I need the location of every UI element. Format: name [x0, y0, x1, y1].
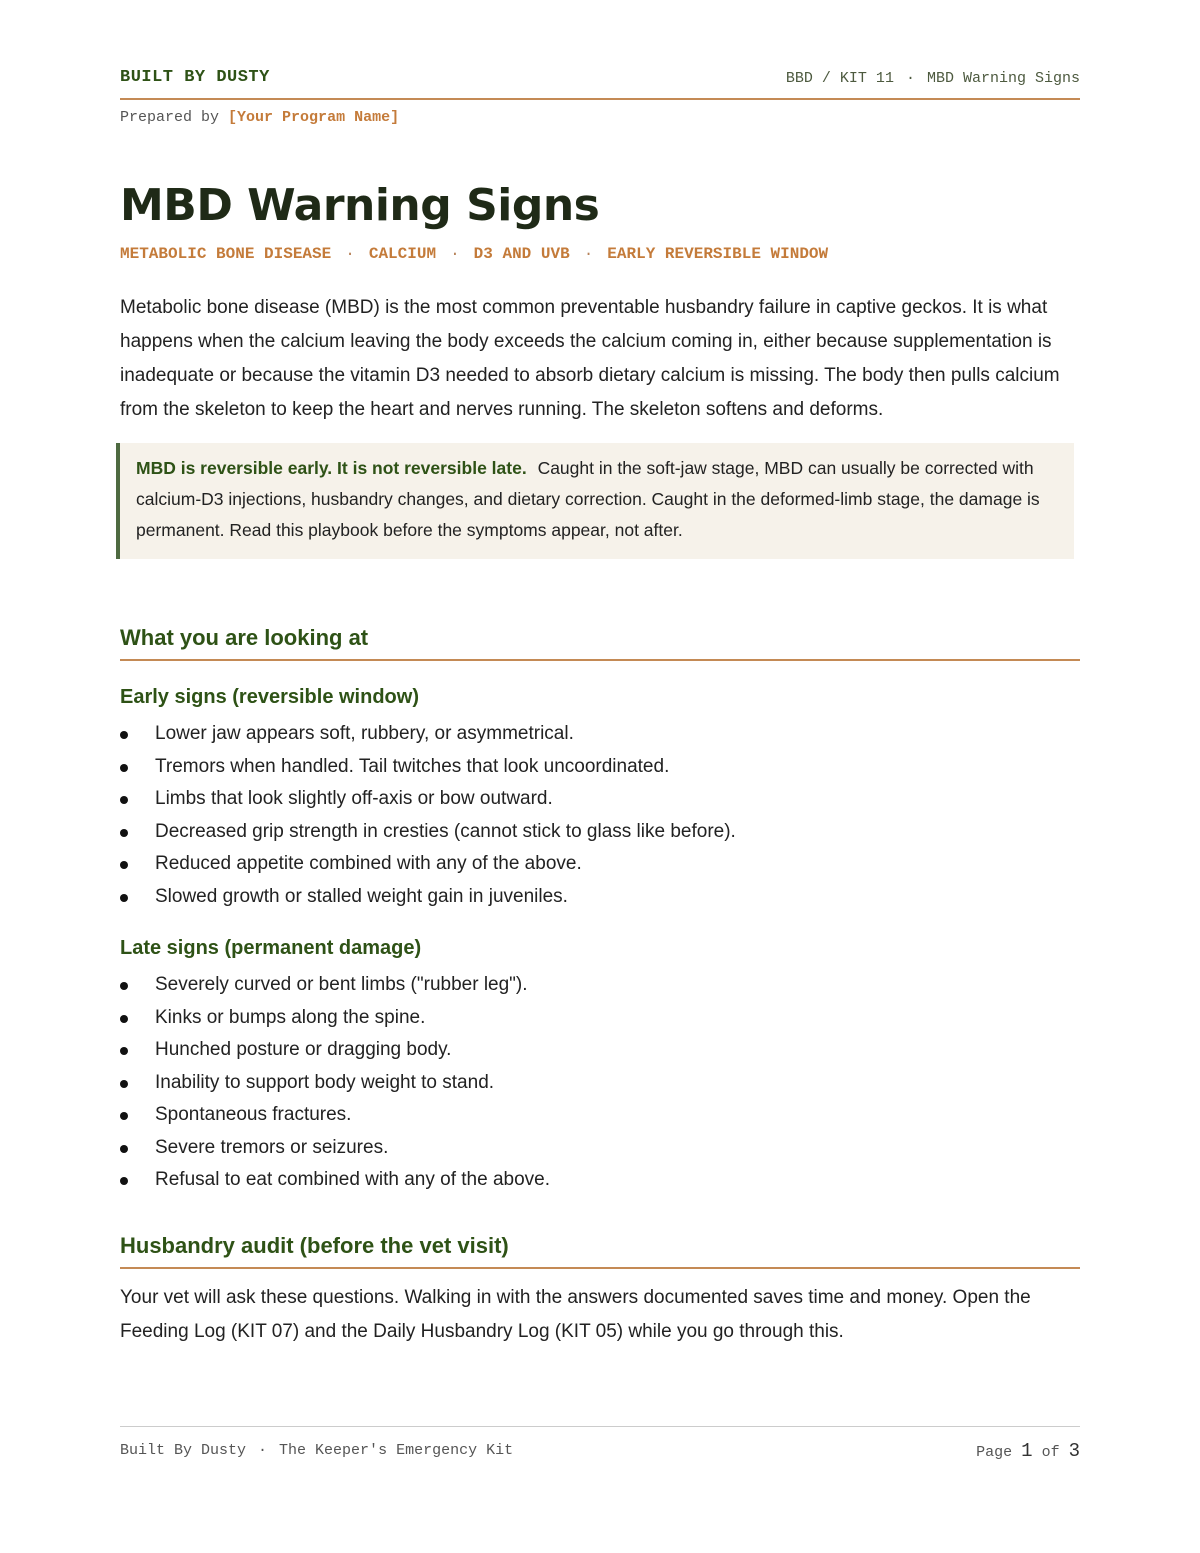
program-name: [Your Program Name] [228, 109, 400, 126]
tag: CALCIUM [368, 245, 437, 263]
list-item: Spontaneous fractures. [120, 1099, 1080, 1132]
list-item: Kinks or bumps along the spine. [120, 1002, 1080, 1035]
document-page [120, 0, 1080, 1553]
late-signs-list [120, 969, 1080, 1197]
page-total: 3 [1068, 1440, 1080, 1462]
list-item: Limbs that look slightly off-axis or bow outward. [120, 783, 1080, 816]
separator: · [258, 1442, 268, 1459]
page-label: Page [976, 1444, 1013, 1461]
prepared-by-label: Prepared by [120, 109, 220, 126]
list-item: Reduced appetite combined with any of the above. [120, 848, 1080, 881]
topic-tags [120, 245, 828, 263]
list-item: Lower jaw appears soft, rubbery, or asymmetrical. [120, 718, 1080, 751]
section-title-husbandry-audit: Husbandry audit (before the vet visit) [120, 1233, 1080, 1269]
of-label: of [1041, 1444, 1060, 1461]
tag: D3 AND UVB [473, 245, 570, 263]
list-item: Slowed growth or stalled weight gain in juveniles. [120, 881, 1080, 914]
doc-name: MBD Warning Signs [926, 70, 1080, 87]
list-item: Tremors when handled. Tail twitches that look uncoordinated. [120, 751, 1080, 784]
footer-brand-name: Built By Dusty [120, 1442, 247, 1459]
audit-paragraph: Your vet will ask these questions. Walking in with the answers documented saves time and money. Open the Feeding Log (KIT 07) and the Daily Husbandry Log (KIT 05) while you go through this. [120, 1287, 1031, 1342]
section-title-looking-at: What you are looking at [120, 625, 1080, 661]
list-item: Hunched posture or dragging body. [120, 1034, 1080, 1067]
page-footer [120, 1426, 1080, 1467]
early-signs-list [120, 718, 1080, 913]
list-item: Inability to support body weight to stand. [120, 1067, 1080, 1100]
brand-name: BUILT BY DUSTY [120, 68, 270, 87]
tag-separator: · [450, 245, 460, 263]
kit-label: BBD / KIT 11 [785, 70, 894, 87]
list-item: Severe tremors or seizures. [120, 1132, 1080, 1165]
callout-heading: MBD is reversible early. It is not reversible late. [136, 458, 527, 478]
tag-separator: · [583, 245, 594, 263]
separator: · [905, 70, 915, 87]
tag: EARLY REVERSIBLE WINDOW [607, 245, 829, 263]
subsection-late-signs: Late signs (permanent damage) [120, 937, 422, 959]
list-item: Severely curved or bent limbs ("rubber leg"). [120, 969, 1080, 1002]
page-number [976, 1440, 1080, 1462]
tag-separator: · [345, 245, 355, 263]
footer-kit-name: The Keeper's Emergency Kit [279, 1442, 514, 1459]
subsection-early-signs: Early signs (reversible window) [120, 686, 419, 708]
header-doc-info [786, 70, 1080, 87]
list-item: Decreased grip strength in cresties (cannot stick to glass like before). [120, 816, 1080, 849]
list-item: Refusal to eat combined with any of the above. [120, 1164, 1080, 1197]
page-header [120, 68, 1080, 100]
intro-paragraph: Metabolic bone disease (MBD) is the most common preventable husbandry failure in captive geckos. It is what happens when the calcium leaving the body exceeds the calcium coming in, either because supplementation is inadequate or because the vitamin D3 needed to absorb dietary calcium is missing. The body then pulls calcium from the skeleton to keep the heart and nerves running. The skeleton softens and deforms. [120, 297, 1060, 420]
warning-callout [116, 443, 1074, 559]
page-current: 1 [1021, 1440, 1033, 1462]
page-title: MBD Warning Signs [120, 180, 600, 231]
tag: METABOLIC BONE DISEASE [120, 245, 332, 263]
footer-brand [120, 1442, 513, 1459]
prepared-by [120, 109, 399, 126]
callout-text: Caught in the soft-jaw stage, MBD can usually be corrected with calcium-D3 injections, husbandry changes, and dietary correction. Caught in the deformed-limb stage, the damage is permanent. Read this playbook before the symptoms appear, not after. [136, 458, 1040, 540]
